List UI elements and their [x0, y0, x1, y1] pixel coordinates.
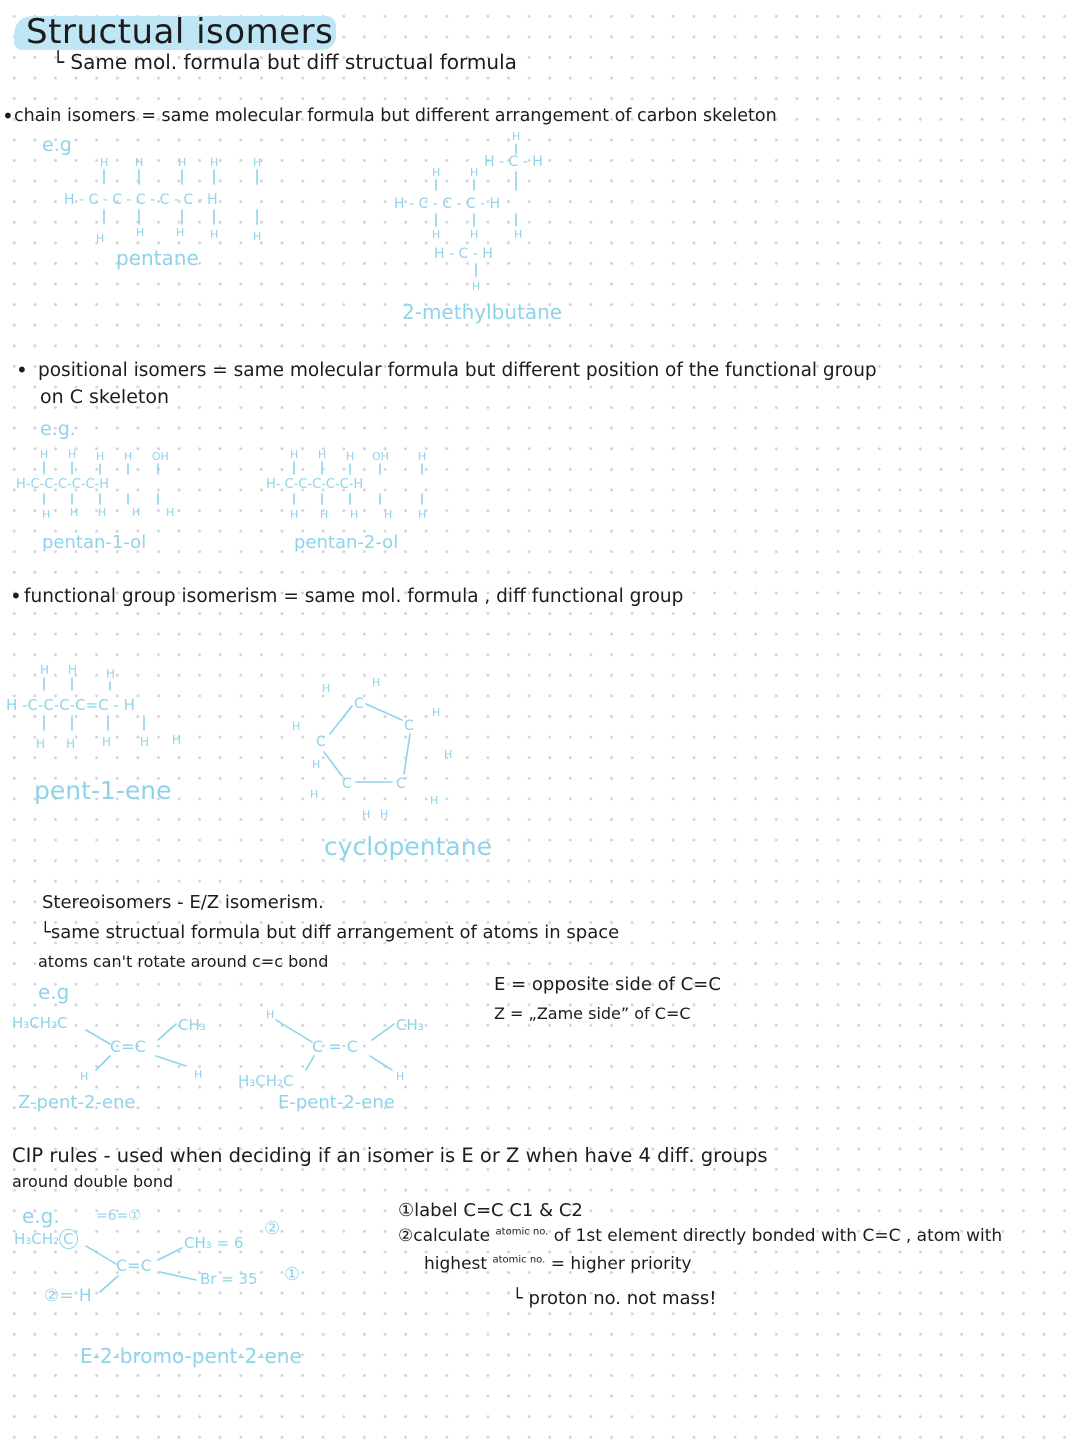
- z-definition: Z = „Zame side” of C=C: [494, 1004, 691, 1023]
- svg-text:H-C-C-C-C-C-H: H-C-C-C-C-C-H: [16, 477, 110, 492]
- svg-text:H: H: [444, 748, 453, 761]
- svg-text:H: H: [320, 508, 329, 521]
- stereo-line-1: └same structual formula but diff arrangement of atoms in space: [40, 922, 620, 943]
- svg-text:H: H: [253, 156, 262, 169]
- svg-text:H: H: [396, 1070, 405, 1083]
- svg-text:H: H: [318, 448, 327, 461]
- svg-text:H: H: [102, 735, 112, 749]
- cip-step-2-suffix: of 1st element directly bonded with C=C , atom with: [553, 1226, 1003, 1246]
- svg-text:H: H: [346, 450, 355, 463]
- page-title: Structual isomers: [26, 12, 334, 52]
- cip-double-bond: C=C: [116, 1256, 152, 1275]
- cip-circ-1: ①: [284, 1264, 301, 1285]
- svg-text:H: H: [135, 156, 144, 169]
- svg-text:H: H: [132, 506, 141, 519]
- svg-text:H: H: [432, 166, 441, 179]
- chain-bullet: •: [2, 104, 14, 128]
- svg-text:H: H: [310, 788, 319, 801]
- svg-text:H: H: [512, 130, 521, 143]
- svg-text:C: C: [316, 734, 326, 750]
- svg-text:H: H: [362, 808, 371, 821]
- svg-text:H: H: [42, 508, 51, 521]
- svg-text:H: H: [430, 794, 439, 807]
- svg-text:H: H: [514, 228, 523, 241]
- svg-text:C: C: [396, 776, 406, 792]
- svg-text:H: H: [166, 506, 175, 519]
- cip-step-2b-sup: atomic no.: [492, 1254, 546, 1266]
- svg-text:H: H: [100, 156, 109, 169]
- cyclopentane-label: cyclopentane: [324, 832, 492, 861]
- svg-text:H -C-C-C-C=C - H: H -C-C-C-C=C - H: [6, 696, 135, 714]
- cip-left-group: H₃CH₂ C: [14, 1230, 78, 1248]
- svg-text:H: H: [350, 508, 359, 521]
- svg-text:CH₃: CH₃: [396, 1016, 424, 1034]
- cip-step-2-prefix: ②calculate: [398, 1226, 491, 1246]
- svg-text:H: H: [136, 226, 145, 239]
- svg-text:H: H: [210, 228, 219, 241]
- svg-text:H: H: [470, 166, 479, 179]
- svg-text:H₃CH₂C: H₃CH₂C: [12, 1014, 68, 1032]
- svg-text:H - C - H: H - C - H: [434, 246, 493, 262]
- e-definition: E = opposite side of C=C: [494, 974, 721, 995]
- svg-text:H- C-C-C-C-C-H: H- C-C-C-C-C-H: [266, 477, 364, 492]
- svg-text:H: H: [372, 676, 381, 689]
- svg-text:H: H: [40, 448, 49, 461]
- cip-example-label: E-2-bromo-pent-2-ene: [80, 1344, 302, 1368]
- svg-text:H: H: [176, 226, 185, 239]
- svg-text:H: H: [68, 448, 77, 461]
- svg-text:H: H: [266, 1008, 275, 1021]
- functional-heading: functional group isomerism = same mol. formula , diff functional group: [24, 586, 684, 607]
- svg-text:H: H: [106, 667, 116, 681]
- svg-text:H: H: [290, 508, 299, 521]
- positional-heading-2: on C skeleton: [40, 386, 170, 408]
- svg-text:H: H: [432, 706, 441, 719]
- svg-text:H: H: [418, 450, 427, 463]
- svg-text:H: H: [66, 737, 76, 751]
- e-pent-2-ene-label: E-pent-2-ene: [278, 1092, 395, 1113]
- svg-text:C: C: [342, 776, 352, 792]
- chain-heading: chain isomers = same molecular formula but different arrangement of carbon skeleton: [14, 106, 777, 126]
- cip-ann-br: Br = 35: [200, 1270, 258, 1288]
- svg-text:CH₃: CH₃: [178, 1016, 206, 1034]
- cip-ann-h: ②= H: [44, 1286, 92, 1306]
- svg-text:H - C - C - C - H: H - C - C - C - H: [394, 196, 501, 212]
- svg-text:H: H: [172, 733, 182, 747]
- svg-text:H: H: [178, 156, 187, 169]
- title-note: └ Same mol. formula but diff structual formula: [52, 50, 517, 74]
- cip-step-2-sup: atomic no.: [495, 1226, 549, 1238]
- svg-text:H - C - H: H - C - H: [484, 154, 543, 170]
- cip-note: └ proton no. not mass!: [512, 1288, 717, 1309]
- svg-text:H: H: [194, 1068, 203, 1081]
- svg-text:H: H: [70, 506, 79, 519]
- svg-text:H: H: [210, 156, 219, 169]
- svg-text:C = C: C = C: [312, 1037, 358, 1056]
- svg-text:OH: OH: [372, 450, 389, 463]
- stereo-heading: Stereoisomers - E/Z isomerism.: [42, 892, 324, 913]
- cip-heading-1: CIP rules - used when deciding if an isomer is E or Z when have 4 diff. groups: [12, 1144, 768, 1167]
- cip-ann-ch3: CH₃ = 6: [184, 1234, 244, 1252]
- svg-text:C: C: [354, 696, 364, 712]
- cip-step-2b-suffix: = higher priority: [550, 1254, 692, 1274]
- cip-ann-top: =6=①: [96, 1208, 141, 1224]
- chain-eg: e.g: [42, 134, 72, 156]
- svg-text:H: H: [68, 663, 78, 677]
- svg-text:H: H: [380, 808, 389, 821]
- svg-text:H: H: [322, 682, 331, 695]
- cip-circ-2: ②: [264, 1218, 281, 1239]
- svg-text:H: H: [432, 228, 441, 241]
- svg-text:H: H: [96, 450, 105, 463]
- cip-step-2b-prefix: highest: [424, 1254, 488, 1274]
- cip-eg: e.g.: [22, 1204, 60, 1228]
- svg-text:H: H: [384, 508, 393, 521]
- svg-text:H: H: [470, 228, 479, 241]
- positional-heading-1: positional isomers = same molecular formula but different position of the functional group: [38, 360, 877, 381]
- cip-heading-2: around double bond: [12, 1172, 174, 1191]
- pentane-label: pentane: [116, 246, 199, 270]
- pentan-2-ol-label: pentan-2-ol: [294, 532, 399, 553]
- svg-text:H: H: [40, 663, 50, 677]
- svg-text:H: H: [36, 737, 46, 751]
- functional-bullet: •: [10, 584, 22, 608]
- svg-text:H: H: [98, 506, 107, 519]
- svg-text:H: H: [312, 758, 321, 771]
- methylbutane-label: 2-methylbutane: [402, 300, 563, 324]
- stereo-line-2: atoms can't rotate around c=c bond: [38, 952, 329, 971]
- svg-text:H: H: [472, 280, 481, 293]
- svg-text:H - C - C - C - C - C - H: H - C - C - C - C - C - H: [64, 192, 218, 208]
- stereo-eg: e.g: [38, 980, 70, 1004]
- positional-eg: e.g.: [40, 418, 76, 440]
- svg-text:C: C: [404, 718, 414, 734]
- svg-text:H: H: [253, 230, 262, 243]
- svg-text:H: H: [124, 450, 133, 463]
- pentan-1-ol-label: pentan-1-ol: [42, 532, 147, 553]
- svg-text:H: H: [292, 720, 301, 733]
- svg-text:OH: OH: [152, 450, 169, 463]
- svg-text:H₃CH₂C: H₃CH₂C: [238, 1072, 294, 1090]
- svg-text:C=C: C=C: [110, 1037, 146, 1056]
- pent-1-ene-label: pent-1-ene: [34, 776, 172, 805]
- svg-text:H: H: [418, 508, 427, 521]
- z-pent-2-ene-label: Z-pent-2-ene: [18, 1092, 136, 1113]
- svg-text:H: H: [140, 735, 150, 749]
- positional-bullet: •: [16, 358, 28, 382]
- svg-text:H: H: [96, 232, 105, 245]
- cip-step-1: ①label C=C C1 & C2: [398, 1200, 583, 1221]
- svg-text:H: H: [290, 448, 299, 461]
- svg-text:H: H: [80, 1070, 89, 1083]
